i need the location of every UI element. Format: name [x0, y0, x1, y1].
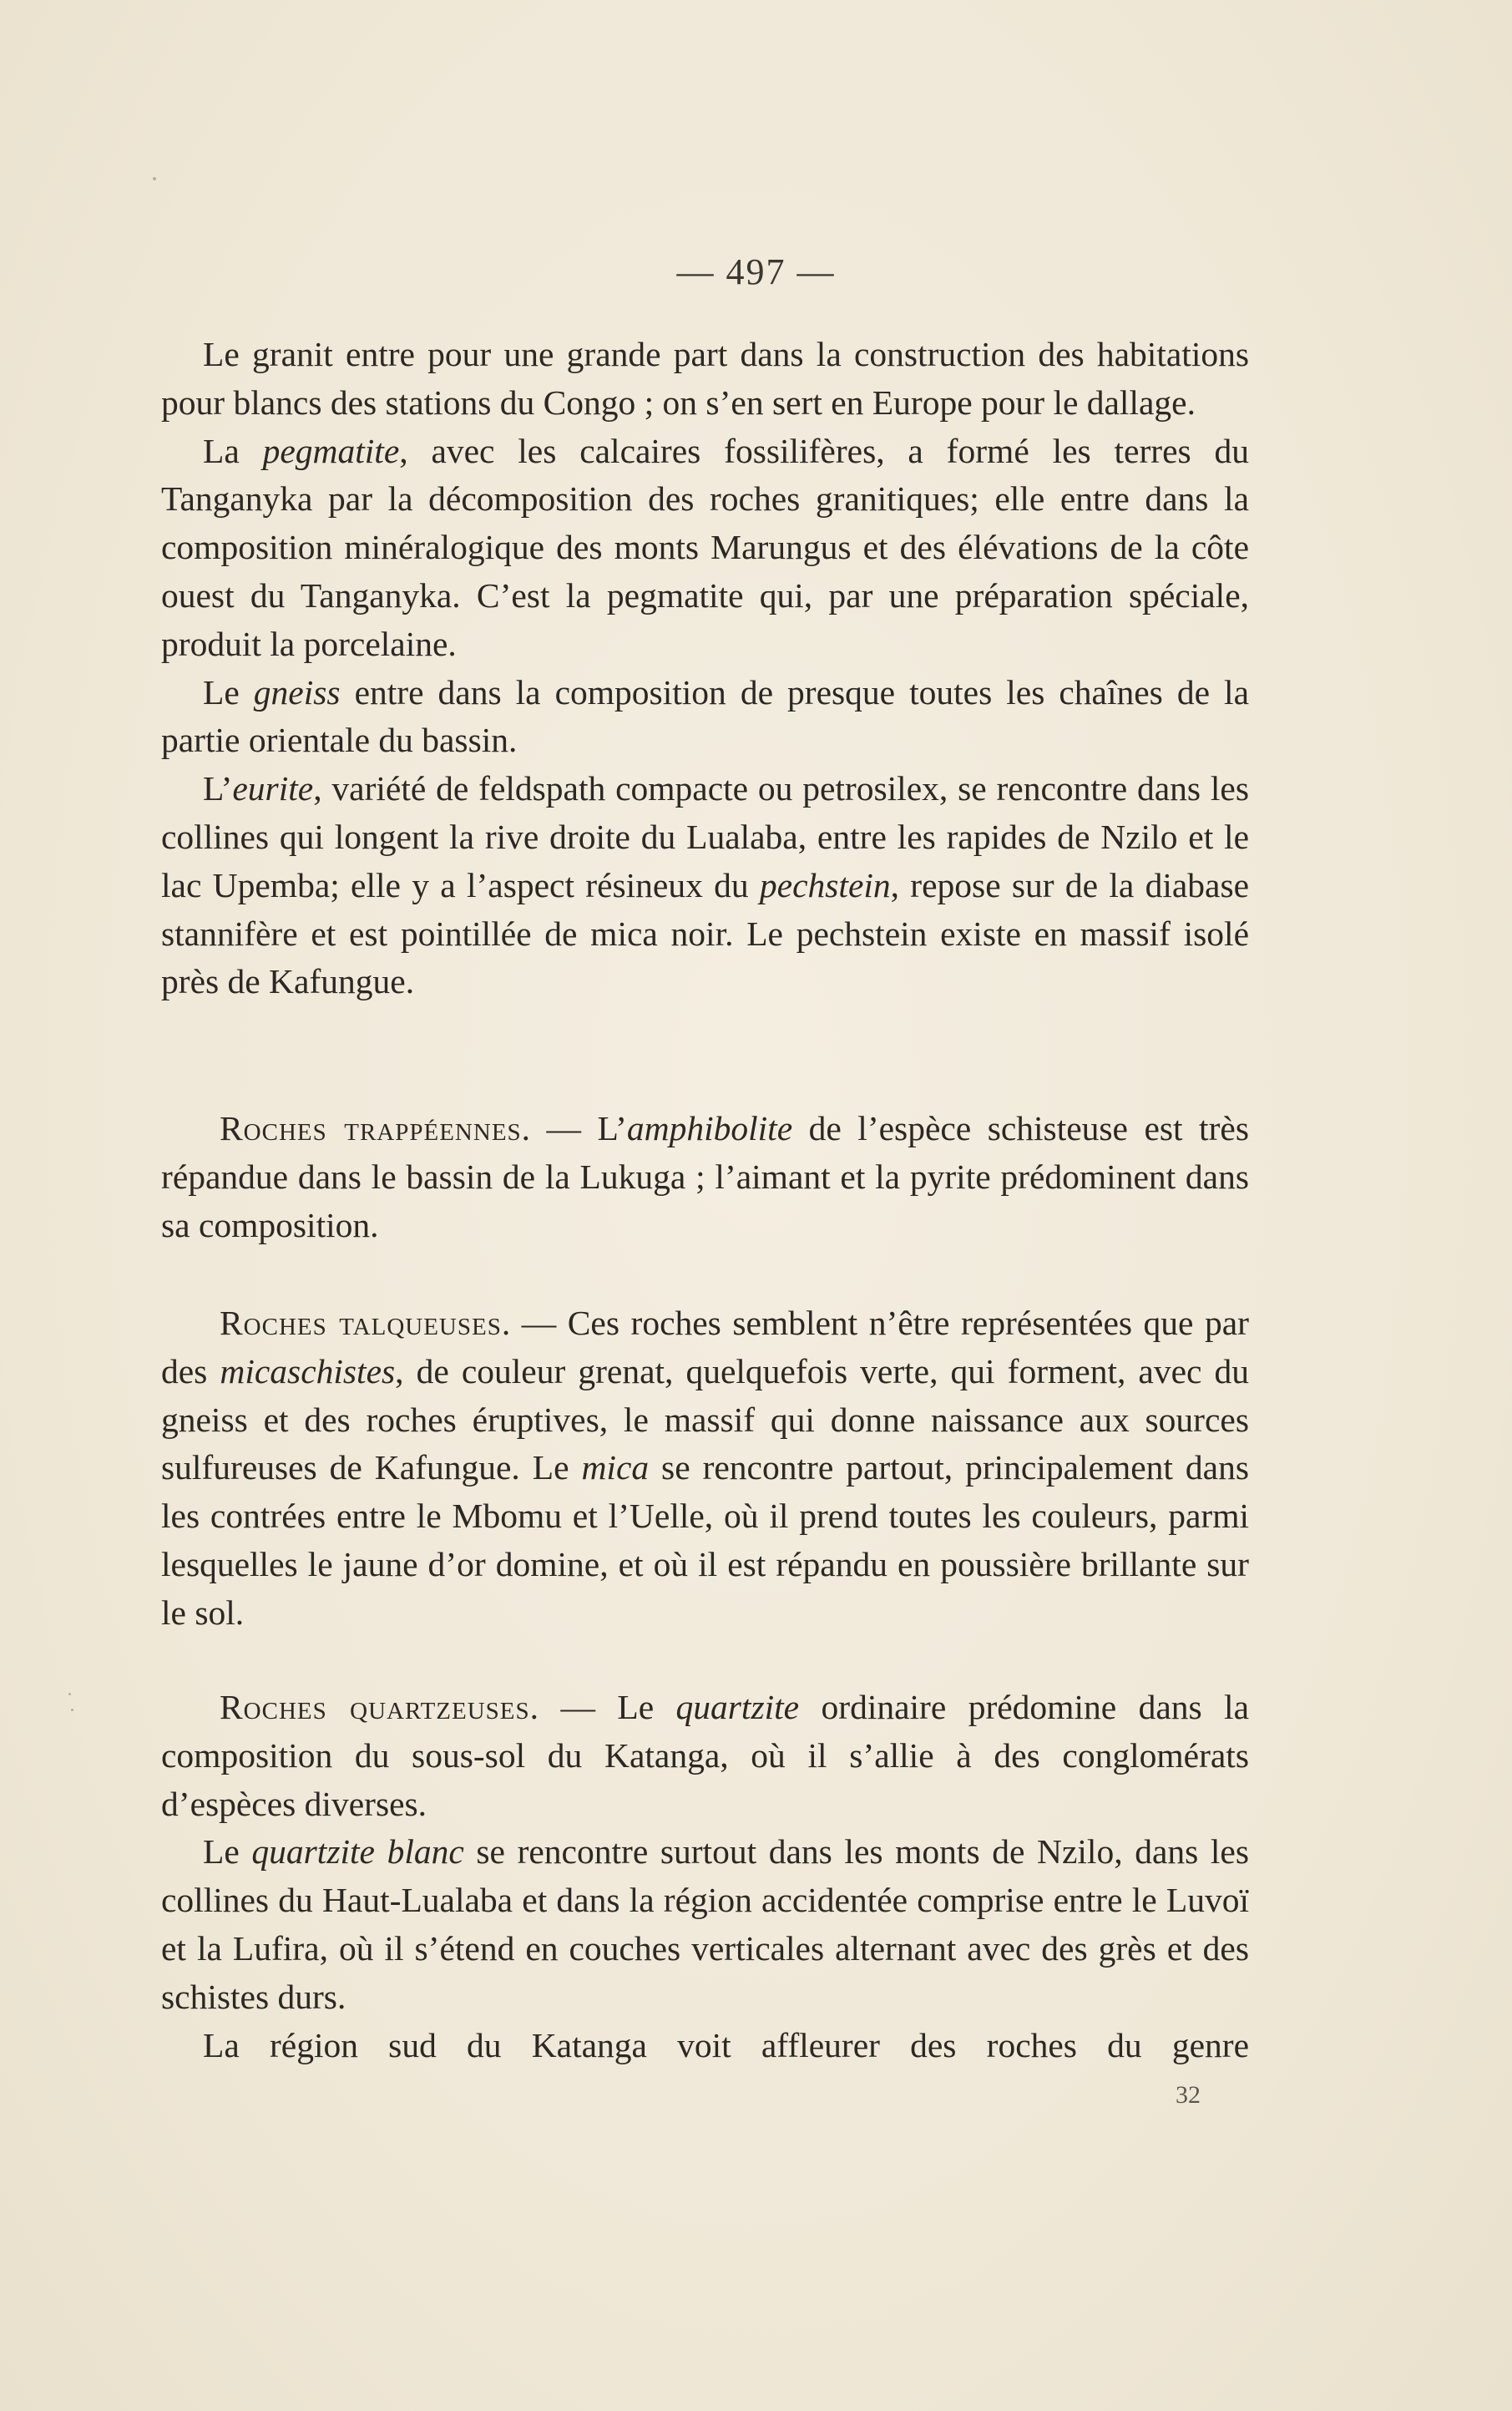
text-span: . — L’ — [521, 1109, 627, 1147]
text-span: La région sud du Katanga voit affleurer des roches du genre — [203, 2025, 1249, 2064]
paragraph-pegmatite — [161, 428, 1249, 669]
text-block-trappeennes — [161, 1105, 1249, 1249]
text-span: Le — [203, 1832, 252, 1872]
text-span: , de couleur grenat, quelquefois verte, qui forment, avec du gneiss et des roches éruptives, le massif qui donne naissance aux sources sulfureuses de Kafungue. Le — [161, 1351, 1249, 1487]
text-span: ordinaire prédomine dans la composition du sous-sol du Katanga, où il s’allie à des conglomérats d’espèces diverses. — [161, 1688, 1249, 1823]
term-pegmatite: pegmatite — [262, 431, 400, 470]
paragraph-roches-trappeennes — [161, 1105, 1249, 1249]
term-pechstein: pechstein — [759, 865, 891, 904]
paragraph-eurite — [161, 765, 1249, 1006]
text-span: L’ — [203, 769, 233, 808]
section-heading: Roches quartzeuses — [220, 1688, 530, 1726]
term-quartzite-blanc: quartzite blanc — [251, 1832, 464, 1872]
paper-speck — [68, 1693, 71, 1695]
text-span: . — Le — [529, 1688, 676, 1726]
text-block-quartzeuses — [161, 1684, 1249, 2069]
text-span: Le granit entre pour une grande part dans la construction des habitations pour blancs des stations du Congo ; on s’en sert en Europe pour le dallage. — [161, 335, 1249, 422]
paragraph-region-sud — [161, 2022, 1249, 2070]
text-block-1 — [161, 331, 1249, 1006]
term-eurite: eurite — [232, 769, 314, 808]
paragraph-granit — [161, 331, 1249, 428]
term-gneiss: gneiss — [253, 672, 341, 712]
text-span: se rencontre surtout dans les monts de Nzilo, dans les collines du Haut-Lualaba et dans la région accidentée comprise entre le Luvoï et la Lufira, où il s’étend en couches verticales alternant avec des grès et des schistes durs. — [161, 1832, 1249, 2016]
text-span: Le — [203, 672, 254, 712]
paragraph-quartzite-blanc — [161, 1828, 1249, 2021]
paragraph-roches-talqueuses — [161, 1299, 1249, 1638]
text-span: se rencontre partout, principalement dans les contrées entre le Mbomu et l’Uelle, où il prend toutes les couleurs, parmi lesquelles le jaune d’or domine, et où il est répandu en poussière brillante sur le sol. — [161, 1448, 1249, 1632]
text-span: . — Ces roches semblent n’être représentées que par des — [161, 1304, 1249, 1390]
text-span: , repose sur de la diabase stannifère et est pointillée de mica noir. Le pechstein existe en massif isolé près de Kafungue. — [161, 865, 1250, 1001]
text-block-talqueuses — [161, 1299, 1249, 1638]
text-span: , avec les calcaires fossilifères, a formé les terres du Tanganyka par la décomposition des roches granitiques; elle entre dans la composition minéralogique des monts Marungus et des élévations de la côte ouest du Tanganyka. C’est la pegmatite qui, par une préparation spéciale, produit la porcelaine. — [161, 431, 1249, 663]
term-quartzite: quartzite — [675, 1688, 800, 1726]
signature-mark: 32 — [1176, 2081, 1201, 2109]
text-span: de l’espèce schisteuse est très répandue dans le bassin de la Lukuga ; l’aimant et la pyrite prédominent dans sa composition. — [161, 1109, 1249, 1244]
term-mica: mica — [581, 1448, 650, 1487]
section-heading: Roches talqueuses — [220, 1304, 502, 1342]
page-number: — 497 — — [676, 251, 836, 292]
paper-speck — [71, 1709, 73, 1711]
term-amphibolite: amphibolite — [626, 1109, 793, 1147]
paper-speck — [153, 177, 156, 180]
section-heading: Roches trappéennes — [220, 1109, 522, 1147]
term-micaschistes: micaschistes — [220, 1351, 396, 1390]
paragraph-roches-quartzeuses — [161, 1684, 1249, 1828]
paragraph-gneiss — [161, 669, 1249, 766]
text-span: entre dans la composition de presque toutes les chaînes de la partie orientale du bassin. — [161, 672, 1249, 760]
text-span: , variété de feldspath compacte ou petrosilex, se rencontre dans les collines qui longent la rive droite du Lualaba, entre les rapides de Nzilo et le lac Upemba; elle y a l’aspect résineux du — [161, 769, 1249, 904]
text-span: La — [203, 431, 263, 470]
